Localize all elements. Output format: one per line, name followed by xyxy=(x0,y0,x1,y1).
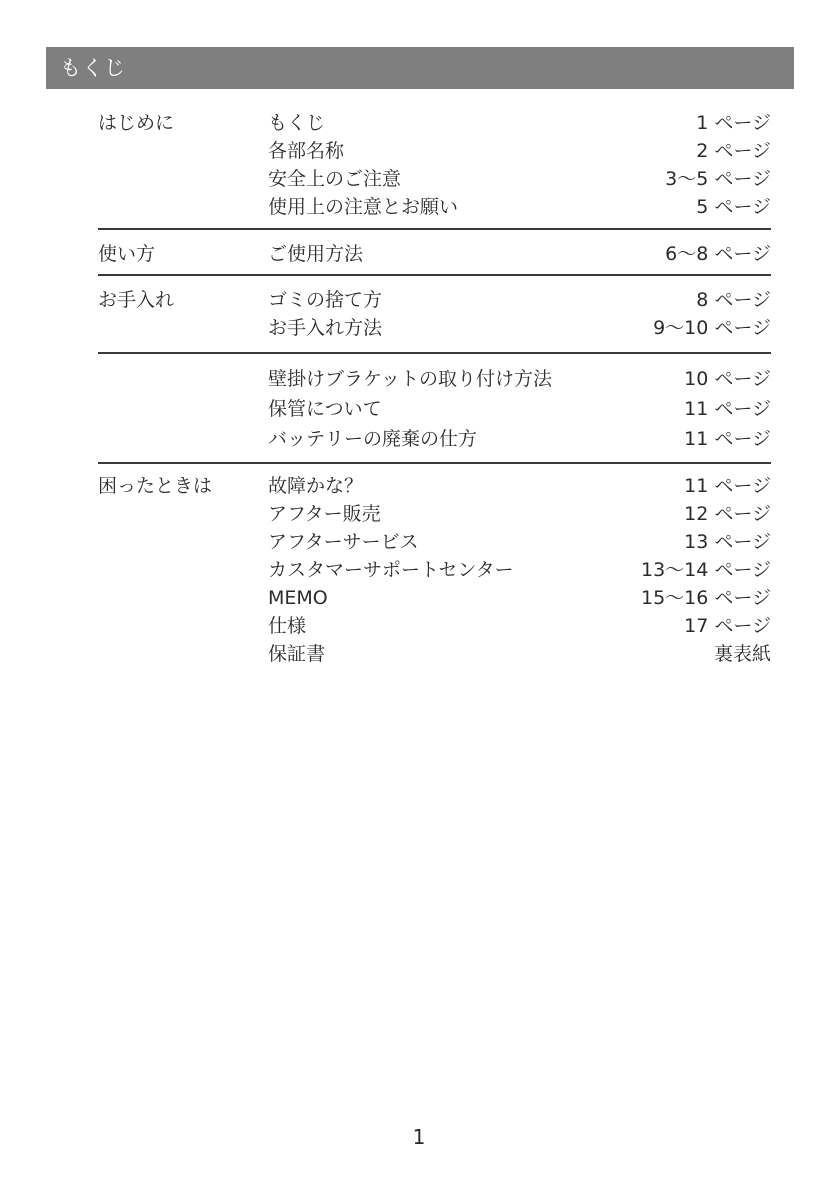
toc-entry[interactable] xyxy=(268,528,771,556)
entry-page: 5 ページ xyxy=(696,196,771,218)
page-number: 1 xyxy=(412,1125,426,1149)
entry-title: ご使用方法 xyxy=(268,243,364,265)
entry-title: 壁掛けブラケットの取り付け方法 xyxy=(268,368,553,390)
entry-page: 10 ページ xyxy=(684,368,771,390)
table-of-contents xyxy=(98,109,771,674)
entry-page: 8 ページ xyxy=(696,289,771,311)
section-label: お手入れ xyxy=(98,289,175,311)
entry-page: 13〜14 ページ xyxy=(640,559,771,581)
toc-header-bar xyxy=(46,47,794,89)
entry-page: 3〜5 ページ xyxy=(665,168,771,190)
entry-page: 11 ページ xyxy=(684,428,771,450)
section-label: はじめに xyxy=(98,112,175,134)
entry-title: もくじ xyxy=(268,112,326,134)
entry-page: 9〜10 ページ xyxy=(653,317,771,339)
entry-title: 保証書 xyxy=(268,643,326,665)
entry-page: 6〜8 ページ xyxy=(665,243,771,265)
toc-entry[interactable] xyxy=(268,394,771,424)
section-entries xyxy=(268,472,771,668)
toc-entry[interactable] xyxy=(268,556,771,584)
toc-section-troubleshooting xyxy=(98,462,771,674)
entry-title: 故障かな？ xyxy=(268,475,364,497)
entry-title: ゴミの捨て方 xyxy=(268,289,383,311)
entry-page: 13 ページ xyxy=(684,531,771,553)
entry-page: 11 ページ xyxy=(684,398,771,420)
toc-entry[interactable] xyxy=(268,314,771,342)
toc-entry[interactable] xyxy=(268,193,771,221)
section-label: 使い方 xyxy=(98,243,156,265)
page-title: もくじ xyxy=(60,56,126,80)
entry-page: 12 ページ xyxy=(684,503,771,525)
section-label: 困ったときは xyxy=(98,475,213,497)
toc-entry[interactable] xyxy=(268,137,771,165)
entry-title: カスタマーサポートセンター xyxy=(268,559,514,581)
section-entries xyxy=(268,364,771,454)
entry-title: アフターサービス xyxy=(268,531,419,553)
section-entries xyxy=(268,240,771,268)
entry-page: 1 ページ xyxy=(696,112,771,134)
entry-title: MEMO xyxy=(268,587,328,609)
toc-entry[interactable] xyxy=(268,286,771,314)
toc-entry[interactable] xyxy=(268,500,771,528)
toc-entry[interactable] xyxy=(268,584,771,612)
entry-page: 11 ページ xyxy=(684,475,771,497)
section-label xyxy=(98,364,268,454)
toc-entry[interactable] xyxy=(268,109,771,137)
toc-entry[interactable] xyxy=(268,612,771,640)
toc-entry[interactable] xyxy=(268,424,771,454)
entry-page: 17 ページ xyxy=(684,615,771,637)
toc-section-usage xyxy=(98,228,771,274)
section-entries xyxy=(268,109,771,221)
toc-entry[interactable] xyxy=(268,165,771,193)
toc-section-storage xyxy=(98,352,771,462)
entry-page: 2 ページ xyxy=(696,140,771,162)
toc-entry[interactable] xyxy=(268,640,771,668)
entry-title: 各部名称 xyxy=(268,140,345,162)
section-entries xyxy=(268,286,771,342)
entry-title: アフター販売 xyxy=(268,503,381,525)
entry-title: バッテリーの廃棄の仕方 xyxy=(268,428,478,450)
toc-entry[interactable] xyxy=(268,472,771,500)
toc-section-introduction xyxy=(98,109,771,228)
entry-title: 保管について xyxy=(268,398,382,420)
toc-section-maintenance xyxy=(98,274,771,352)
toc-entry[interactable] xyxy=(268,364,771,394)
entry-title: お手入れ方法 xyxy=(268,317,383,339)
entry-title: 使用上の注意とお願い xyxy=(268,196,459,218)
entry-title: 安全上のご注意 xyxy=(268,168,402,190)
entry-page: 15〜16 ページ xyxy=(640,587,771,609)
toc-entry[interactable] xyxy=(268,240,771,268)
entry-page: 裏表紙 xyxy=(713,643,771,665)
entry-title: 仕様 xyxy=(268,615,307,637)
